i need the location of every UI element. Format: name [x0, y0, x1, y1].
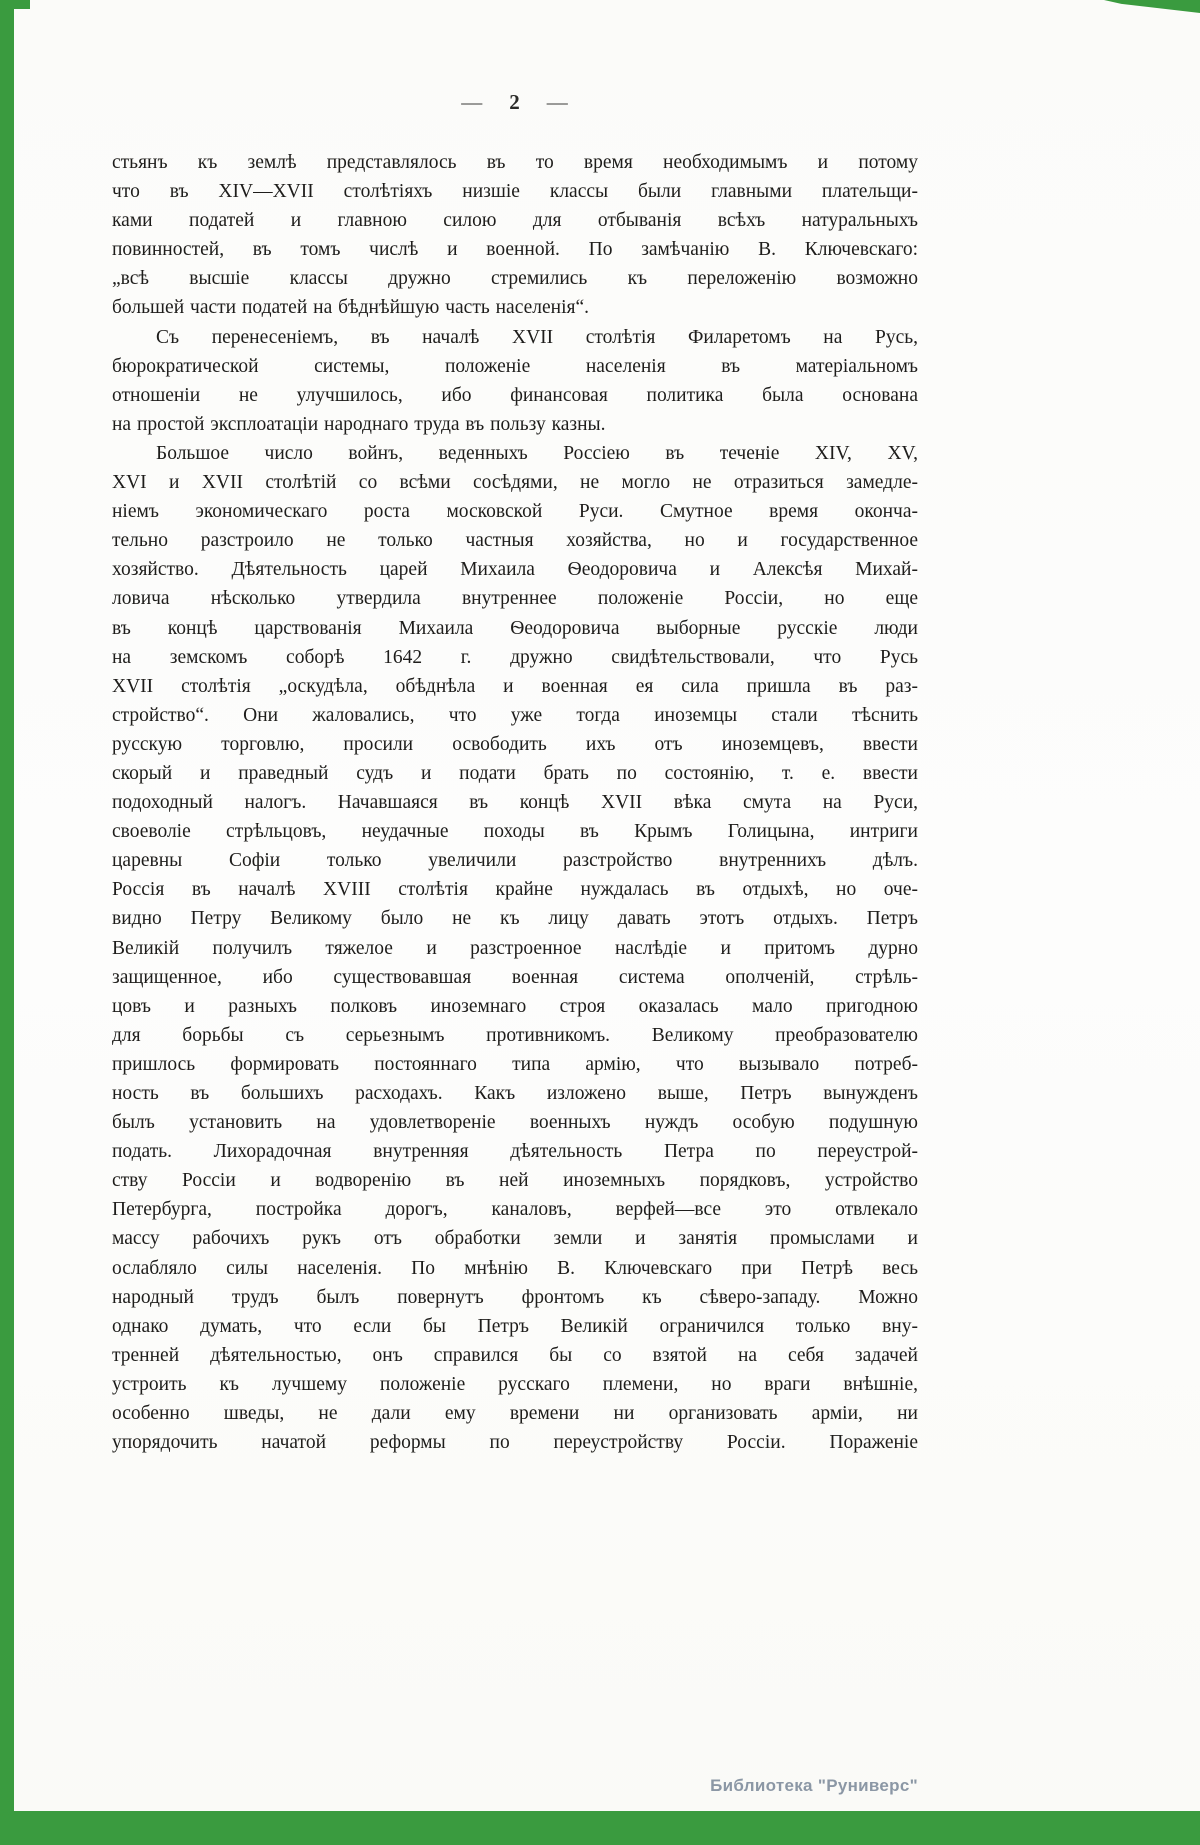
text-line: на простой эксплоатаціи народнаго труда въ пользу казны. — [112, 413, 606, 435]
text-line: „всѣ высшіе классы дружно стремились къ переложенію возможно — [112, 268, 918, 290]
text-line: стьянъ къ землѣ представлялось въ то время необходимымъ и потому — [112, 152, 918, 173]
text-line: ловича нѣсколько утвердила внутреннее положеніе Россіи, но еще — [112, 588, 918, 610]
text-line: что въ XIV—XVII столѣтіяхъ низшіе классы были главными плательщи- — [112, 181, 918, 203]
text-line: на земскомъ соборѣ 1642 г. дружно свидѣтельствовали, что Русь — [112, 646, 918, 668]
text-line: ніемъ экономическаго роста московской Руси. Смутное время оконча- — [112, 501, 918, 523]
text-line: цовъ и разныхъ полковъ иноземнаго строя оказалась мало пригодною — [112, 995, 918, 1017]
text-line: своеволіе стрѣльцовъ, неудачные походы въ Крымъ Голицына, интриги — [112, 821, 918, 843]
text-line: бюрократической системы, положеніе населенія въ матеріальномъ — [112, 355, 918, 377]
text-line: упорядочить начатой реформы по переустройству Россіи. Пораженіе — [112, 1432, 918, 1454]
text-line: тельно разстроило не только частныя хозяйства, но и государственное — [112, 530, 918, 552]
text-line: Великій получилъ тяжелое и разстроенное наслѣдіе и притомъ дурно — [112, 937, 918, 959]
page-header — [112, 90, 918, 115]
text-line: народный трудъ былъ повернутъ фронтомъ къ сѣверо-западу. Можно — [112, 1286, 918, 1308]
text-line: однако думать, что если бы Петръ Великій ограничился только вну- — [112, 1315, 918, 1337]
text-line: подать. Лихорадочная внутренняя дѣятельность Петра по переустрой- — [112, 1141, 918, 1163]
text-line: скорый и праведный судъ и подати брать по состоянію, т. е. ввести — [112, 762, 918, 784]
text-line: XVI и XVII столѣтій со всѣми сосѣдями, не могло не отразиться замедле- — [112, 472, 918, 494]
text-line: XVII столѣтія „оскудѣла, обѣднѣла и военная ея сила пришла въ раз- — [112, 675, 918, 697]
text-line: для борьбы съ серьезнымъ противникомъ. Великому преобразователю — [112, 1024, 918, 1046]
header-dash-right: — — [546, 90, 569, 114]
text-line: особенно шведы, не дали ему времени ни организовать арміи, ни — [112, 1403, 918, 1425]
text-line: въ концѣ царствованія Михаила Ѳеодоровича выборные русскіе люди — [112, 617, 918, 639]
text-line: стройство“. Они жаловались, что уже тогда иноземцы стали тѣснить — [112, 704, 918, 726]
text-line: отношеніи не улучшилось, ибо финансовая политика была основана — [112, 384, 918, 406]
text-line: Съ перенесеніемъ, въ началѣ XVII столѣтія Филаретомъ на Русь, — [156, 326, 918, 348]
text-line: пришлось формировать постояннаго типа армію, что вызывало потреб- — [112, 1053, 918, 1075]
scan-corner-top-left — [0, 0, 30, 9]
text-line: ослабляло силы населенія. По мнѣнію В. Ключевскаго при Петрѣ весь — [112, 1257, 918, 1279]
text-line: Петербурга, постройка дорогъ, каналовъ, верфей—все это отвлекало — [112, 1199, 918, 1221]
library-watermark: Библиотека "Руниверс" — [710, 1776, 918, 1795]
text-line: ству Россіи и водворенію въ ней иноземныхъ порядковъ, устройство — [112, 1170, 918, 1192]
text-body — [112, 148, 918, 1457]
text-line: устроить къ лучшему положеніе русскаго племени, но враги внѣшніе, — [112, 1373, 918, 1395]
header-dash-left: — — [461, 90, 484, 114]
text-line: тренней дѣятельностью, онъ справился бы со взятой на себя задачей — [112, 1344, 918, 1366]
scan-edge-left-strip — [0, 0, 14, 1845]
text-line: Россія въ началѣ XVIII столѣтія крайне нуждалась въ отдыхѣ, но оче- — [112, 879, 918, 901]
text-line: защищенное, ибо существовавшая военная система ополченій, стрѣль- — [112, 966, 918, 988]
text-line: массу рабочихъ рукъ отъ обработки земли и занятія промыслами и — [112, 1228, 918, 1250]
page-number: 2 — [509, 90, 521, 114]
text-line: подоходный налогъ. Начавшаяся въ концѣ XVII вѣка смута на Руси, — [112, 792, 918, 814]
text-line: царевны Софіи только увеличили разстройство внутреннихъ дѣлъ. — [112, 850, 918, 872]
text-line: былъ установить на удовлетвореніе военныхъ нуждъ особую подушную — [112, 1112, 918, 1134]
text-line: Большое число войнъ, веденныхъ Россіею въ теченіе XIV, XV, — [156, 442, 918, 464]
text-line: повинностей, въ томъ числѣ и военной. По замѣчанію В. Ключевскаго: — [112, 239, 918, 261]
text-line: большей части податей на бѣднѣйшую часть населенія“. — [112, 297, 589, 319]
text-line: видно Петру Великому было не къ лицу давать этотъ отдыхъ. Петръ — [112, 908, 918, 930]
text-line: ками податей и главною силою для отбыванія всѣхъ натуральныхъ — [112, 210, 918, 232]
text-line: хозяйство. Дѣятельность царей Михаила Ѳеодоровича и Алексѣя Михай- — [112, 559, 918, 581]
text-line: ность въ большихъ расходахъ. Какъ изложено выше, Петръ вынужденъ — [112, 1083, 918, 1104]
scan-edge-bottom-strip — [0, 1811, 1200, 1845]
text-line: русскую торговлю, просили освободить ихъ отъ иноземцевъ, ввести — [112, 733, 918, 755]
